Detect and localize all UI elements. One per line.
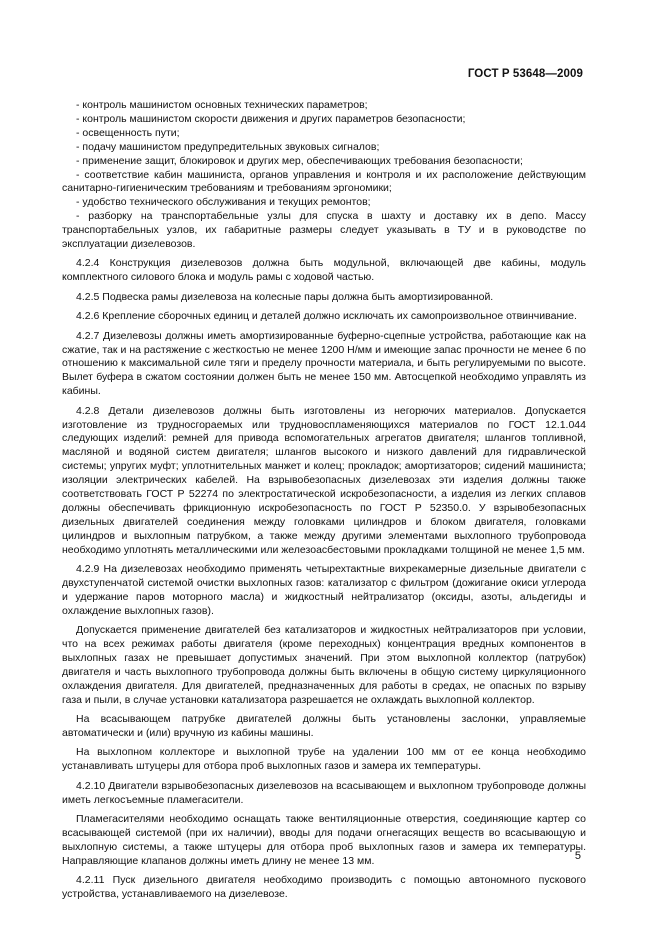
document-header: ГОСТ Р 53648—2009 — [467, 68, 583, 80]
list-item: - удобство технического обслуживания и текущих ремонтов; — [76, 196, 371, 209]
paragraph-4-2-9-cont-1: Допускается применение двигателей без катализаторов и жидкостных нейтрализаторов при условии, что на всех режимах работы двигателя (кроме переходных) концентрация вредных компонентов в выхлопных газах не превышает допустимых значений. При этом выхлопной коллектор (патрубок) двигателя и часть выхлопного трубопровода должны быть включены в общую систему циркуляционного охлаждения двигателя. Для двигателей, предназначенных для работы в средах, не опасных по взрыву газа и пыли, в случае установки катализатора разрешается не охлаждать выхлопной коллектор. — [62, 624, 586, 706]
paragraph-4-2-10: 4.2.10 Двигатели взрывобезопасных дизелевозов на всасывающем и выхлопном трубопроводе должны иметь легкосъемные пламегасители. — [62, 779, 586, 806]
list-item: - подачу машинистом предупредительных звуковых сигналов; — [76, 140, 380, 153]
paragraph-4-2-9-cont-2: На всасывающем патрубке двигателей должны быть установлены заслонки, управляемые автоматически и (или) вручную из кабины машины. — [62, 713, 586, 740]
paragraph-4-2-4: 4.2.4 Конструкция дизелевозов должна быть модульной, включающей две кабины, модуль комплектного силового блока и модуль рамы с ходовой частью. — [62, 257, 586, 284]
document-body — [62, 99, 586, 902]
paragraph-4-2-5: 4.2.5 Подвеска рамы дизелевоза на колесные пары должна быть амортизированной. — [76, 290, 494, 303]
list-item: - освещенность пути; — [76, 126, 180, 139]
paragraph-4-2-10-cont: Пламегасителями необходимо оснащать также вентиляционные отверстия, соединяющие картер со всасывающей системой (при их наличии), вводы для подачи огнегасящих веществ во всасывающую и выхлопную системы, а также штуцеры для отбора проб выхлопных газов и замера их температуры. Направляющие клапанов должны иметь длину не менее 13 мм. — [62, 813, 586, 867]
list-item: - контроль машинистом скорости движения и других параметров безопасности; — [76, 112, 466, 125]
paragraph-4-2-9: 4.2.9 На дизелевозах необходимо применять четырехтактные вихрекамерные дизельные двигатели с двухступенчатой системой очистки выхлопных газов: катализатор с фильтром (дожигание окиси углерода и удержание паров моторного масла) и жидкостный нейтрализатор (оксиды, азоты, альдегиды и охлаждение выхлопных газов). — [62, 563, 586, 617]
list-item: - разборку на транспортабельные узлы для спуска в шахту и доставку их в депо. Массу транспортабельных узлов, их габаритные размеры следует указывать в ТУ и в руководстве по эксплуатации дизелевозов. — [62, 210, 586, 251]
list-item: - контроль машинистом основных технических параметров; — [76, 99, 368, 111]
paragraph-4-2-7: 4.2.7 Дизелевозы должны иметь амортизированные буферно-сцепные устройства, работающие как на сжатие, так и на растяжение с жесткостью не менее 1200 Н/мм и имеющие запас прочности не менее 6 по отношению к максимальной силе тяги и пределу прочности материала, и быть регулируемыми по высоте. Вылет буфера в сжатом состоянии должен быть не менее 150 мм. Автосцепкой необходимо управлять из кабины. — [62, 329, 586, 398]
paragraph-4-2-6: 4.2.6 Крепление сборочных единиц и деталей должно исключать их самопроизвольное отвинчивание. — [76, 310, 577, 323]
list-item: - применение защит, блокировок и других мер, обеспечивающих требования безопасности; — [76, 154, 523, 167]
list-item: - соответствие кабин машиниста, органов управления и контроля и их расположение действующим санитарно-гигиеническим требованиям и требованиям эргономики; — [62, 168, 586, 195]
paragraph-4-2-9-cont-3: На выхлопном коллекторе и выхлопной трубе на удалении 100 мм от ее конца необходимо устанавливать штуцеры для отбора проб выхлопных газов и замера их температуры. — [62, 746, 586, 773]
paragraph-4-2-11: 4.2.11 Пуск дизельного двигателя необходимо производить с помощью автономного пускового устройства, устанавливаемого на дизелевозе. — [62, 874, 586, 901]
paragraph-4-2-8: 4.2.8 Детали дизелевозов должны быть изготовлены из негорючих материалов. Допускается изготовление из трудносгораемых или трудновоспламеняющихся материалов по ГОСТ 12.1.044 следующих изделий: ремней для привода вспомогательных агрегатов двигателя; шлангов топливной, масляной и водяной систем двигателя; шлангов высокого и низкого давлений для гидравлической системы; упругих муфт; уплотнительных манжет и колец; прокладок; амортизаторов; сидений машиниста; изоляции электрических кабелей. На взрывобезопасных дизелевозах эти изделия должны также соответствовать ГОСТ Р 52274 по электростатической искробезопасности, а изделия из легких сплавов должны обеспечивать фрикционную искробезопасность по ГОСТ Р 52350.0. У взрывобезопасных дизельных двигателей соединения между головками цилиндров и блоком двигателя, головками цилиндров и выхлопным патрубком, а также между другими элементами выхлопного трубопровода необходимо уплотнять металлическими или железоасбестовыми прокладками толщиной не менее 1,5 мм. — [62, 404, 586, 556]
page-number: 5 — [574, 850, 581, 862]
